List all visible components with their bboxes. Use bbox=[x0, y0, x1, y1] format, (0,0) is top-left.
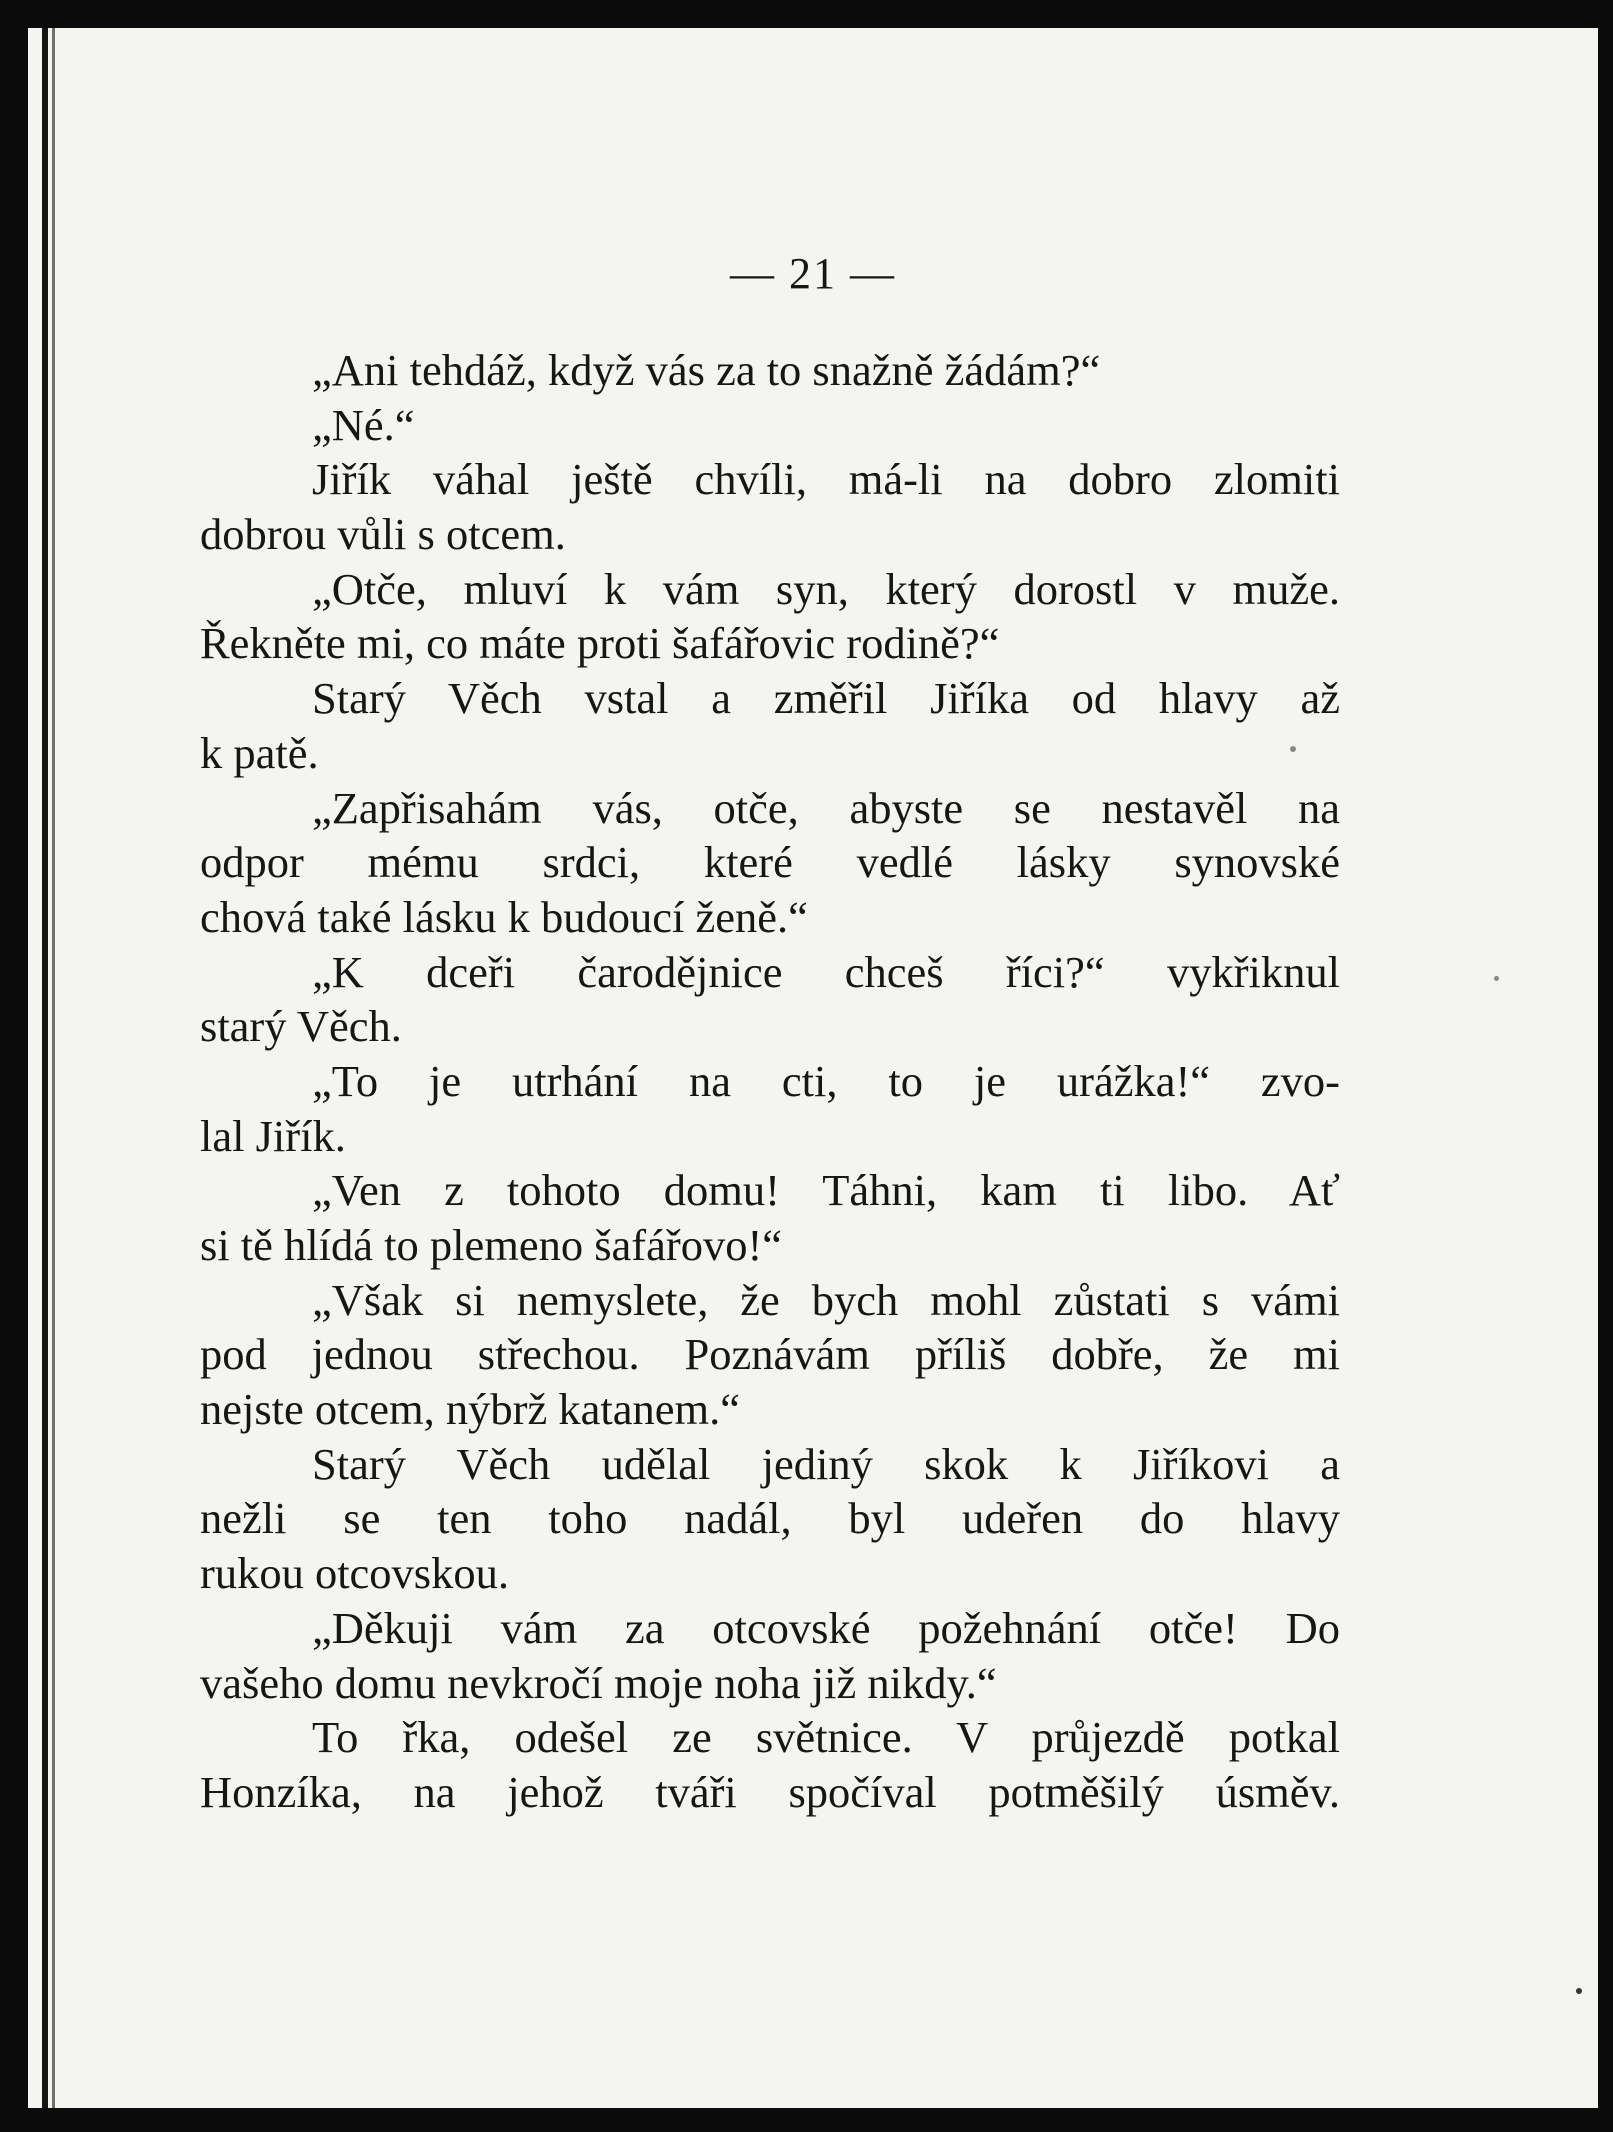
text-line: „Zapřisahám vás, otče, abyste se nestavěl na bbox=[312, 782, 1340, 833]
binding-line bbox=[42, 28, 48, 2108]
text-line: „Otče, mluví k vám syn, který dorostl v muže. bbox=[312, 563, 1340, 614]
text-line: chová také lásku k budoucí ženě.“ bbox=[200, 891, 808, 942]
text-line: si tě hlídá to plemeno šafářovo!“ bbox=[200, 1220, 783, 1270]
text-line: „Však si nemyslete, že bych mohl zůstati s vámi bbox=[312, 1274, 1340, 1325]
text-line: k patě. bbox=[200, 727, 319, 778]
text-line: „Děkuji vám za otcovské požehnání otče! Do bbox=[312, 1602, 1340, 1653]
text-line: Honzíka, na jehož tváři spočíval potměšilý úsměv. bbox=[200, 1766, 1340, 1817]
text-line: „Né.“ bbox=[312, 399, 415, 450]
text-line: Řekněte mi, co máte proti šafářovic rodině?“ bbox=[200, 618, 1000, 669]
text-line: Starý Věch vstal a změřil Jiříka od hlavy až bbox=[312, 673, 1340, 724]
text-line: Starý Věch udělal jediný skok k Jiříkovi a bbox=[312, 1438, 1340, 1489]
body-text bbox=[200, 343, 1340, 1820]
text-line: dobrou vůli s otcem. bbox=[200, 509, 566, 560]
text-line: pod jednou střechou. Poznávám příliš dobře, že mi bbox=[200, 1329, 1340, 1380]
binding-line bbox=[52, 28, 55, 2108]
paper-speck bbox=[1494, 976, 1499, 981]
text-line: „K dceři čarodějnice chceš říci?“ vykřiknul bbox=[312, 946, 1340, 997]
text-line: To řka, odešel ze světnice. V průjezdě potkal bbox=[312, 1712, 1340, 1763]
paper-speck bbox=[1576, 1988, 1582, 1994]
text-line: nejste otcem, nýbrž katanem.“ bbox=[200, 1384, 740, 1435]
text-line: lal Jiřík. bbox=[200, 1110, 346, 1161]
text-line: vašeho domu nevkročí moje noha již nikdy.“ bbox=[200, 1657, 997, 1708]
text-line: starý Věch. bbox=[200, 1001, 402, 1052]
text-line: nežli se ten toho nadál, byl udeřen do hlavy bbox=[200, 1493, 1340, 1544]
text-line: „Ven z tohoto domu! Táhni, kam ti libo. Ať bbox=[312, 1165, 1340, 1216]
page-number: — 21 — bbox=[730, 249, 896, 298]
text-line: odpor mému srdci, které vedlé lásky synovské bbox=[200, 837, 1340, 888]
page-binding-edge bbox=[28, 28, 108, 2108]
text-line: Jiřík váhal ještě chvíli, má-li na dobro zlomiti bbox=[312, 454, 1340, 505]
text-line: rukou otcovskou. bbox=[200, 1548, 510, 1599]
paper-speck bbox=[1290, 746, 1296, 752]
text-line: „To je utrhání na cti, to je urážka!“ zvo- bbox=[312, 1055, 1340, 1106]
book-page bbox=[28, 28, 1598, 2108]
text-line: „Ani tehdáž, když vás za to snažně žádám?“ bbox=[312, 345, 1101, 395]
